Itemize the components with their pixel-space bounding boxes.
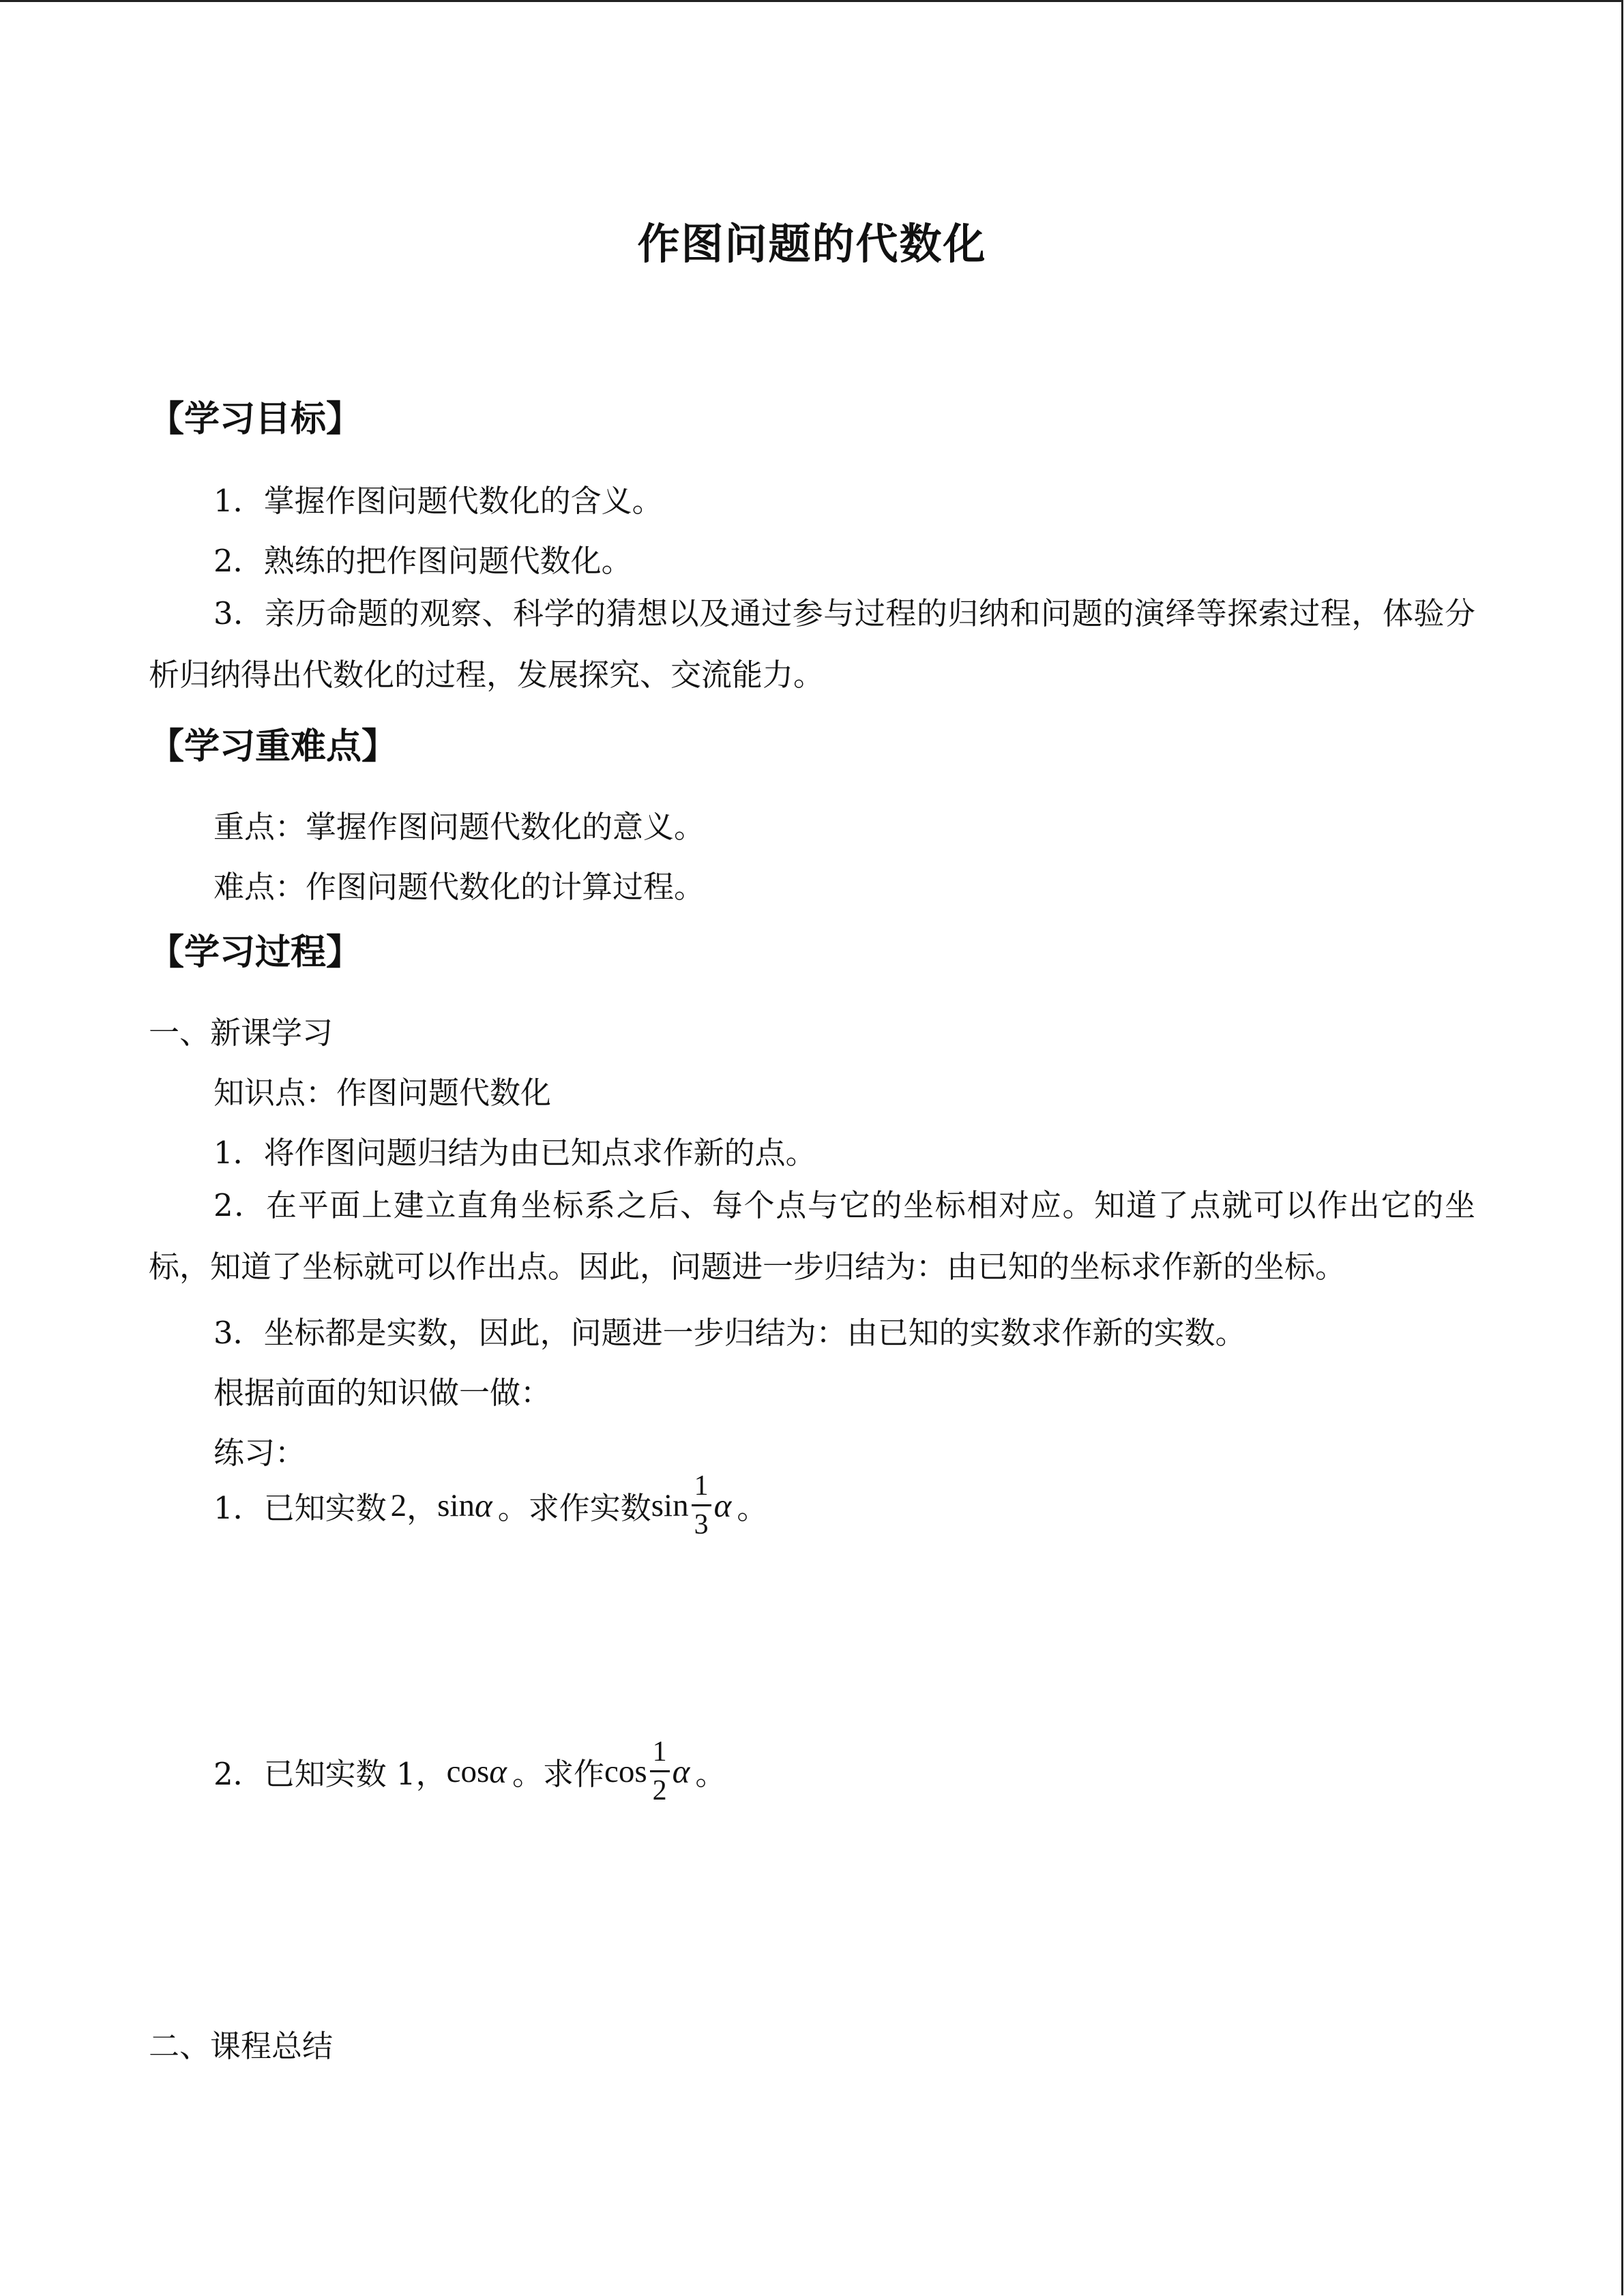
exercise-1-alpha: α <box>475 1487 492 1524</box>
exercise-2-fraction-denominator: 2 <box>652 1775 667 1806</box>
exercise-1-number: 2 <box>390 1487 407 1523</box>
process-item-1: 1．将作图问题归结为由已知点求作新的点。 <box>213 1135 816 1171</box>
exercise-1-mid: 。求作实数 <box>497 1490 651 1526</box>
exercise-2-fraction-numerator: 1 <box>650 1738 670 1772</box>
exercise-2-cos-function-2: cos <box>604 1753 647 1789</box>
difficulty-point: 难点：作图问题代数化的计算过程。 <box>213 869 705 905</box>
objective-item-1: 1．掌握作图问题代数化的含义。 <box>213 483 663 519</box>
exercise-1-alpha-2: α <box>713 1487 732 1524</box>
exercise-2-alpha: α <box>489 1753 507 1790</box>
exercise-2-mid: 。求作 <box>512 1756 604 1792</box>
focus-point: 重点：掌握作图问题代数化的意义。 <box>213 809 705 845</box>
objectives-heading: 【学习目标】 <box>149 399 362 440</box>
practice-label: 练习： <box>213 1435 306 1471</box>
exercise-1 <box>213 1472 767 1539</box>
process-item-3: 3．坐标都是实数，因此，问题进一步归结为：由已知的实数求作新的实数。 <box>213 1315 1246 1351</box>
key-points-heading: 【学习重难点】 <box>149 726 398 767</box>
exercise-1-fraction <box>692 1472 711 1539</box>
exercise-1-sin-function-2: sin <box>651 1487 689 1523</box>
exercise-2-cos-function: cos <box>446 1753 490 1789</box>
exercise-1-comma: ， <box>407 1490 438 1526</box>
exercise-2-prefix: 2．已知实数 1， <box>213 1756 447 1792</box>
course-summary-heading: 二、课程总结 <box>149 2028 334 2064</box>
process-heading: 【学习过程】 <box>149 932 362 973</box>
exercise-2-end: 。 <box>695 1756 726 1792</box>
objective-item-3: 3．亲历命题的观察、科学的猜想以及通过参与过程的归纳和问题的演绎等探索过程，体验分析归纳得出代数化的过程，发展探究、交流能力。 <box>149 595 1475 693</box>
objective-item-2: 2．熟练的把作图问题代数化。 <box>213 543 632 579</box>
new-lesson-heading: 一、新课学习 <box>149 1015 334 1051</box>
exercise-2-alpha-2: α <box>672 1753 690 1790</box>
exercise-1-fraction-numerator: 1 <box>692 1472 711 1506</box>
exercise-2-fraction <box>650 1738 670 1805</box>
document-title: 作图问题的代数化 <box>637 219 987 269</box>
exercise-2 <box>213 1738 726 1805</box>
exercise-1-prefix: 1．已知实数 <box>213 1490 387 1526</box>
knowledge-point: 知识点：作图问题代数化 <box>213 1075 552 1111</box>
exercise-1-fraction-denominator: 3 <box>694 1509 709 1540</box>
exercise-1-end: 。 <box>737 1490 768 1526</box>
process-item-2: 2．在平面上建立直角坐标系之后、每个点与它的坐标相对应。知道了点就可以作出它的坐标，知道了坐标就可以作出点。因此，问题进一步归结为：由已知的坐标求作新的坐标。 <box>149 1187 1475 1285</box>
practice-prompt: 根据前面的知识做一做： <box>213 1375 552 1411</box>
exercise-1-sin-function: sin <box>437 1487 475 1523</box>
